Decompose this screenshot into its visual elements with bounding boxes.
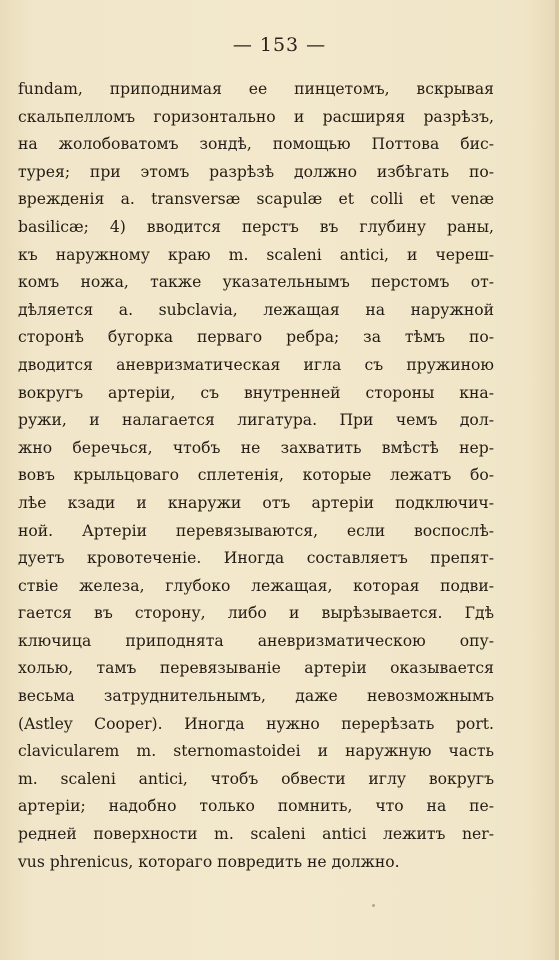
text-line: скальпелломъ горизонтально и расширяя разрѣзъ, (18, 107, 494, 126)
text-line: ключица приподнята аневризматическою опу- (18, 631, 494, 650)
text-line: гается въ сторону, либо и вырѣзывается. Гдѣ (18, 604, 494, 623)
text-line: на жолобоватомъ зондѣ, помощью Поттова бис- (18, 135, 494, 154)
text-line: ной. Артеріи перевязываются, если воспослѣ- (18, 521, 494, 540)
text-line: vus phrenicus, котораго повредить не должно. (18, 852, 400, 871)
text-line: ствіе железа, глубоко лежащая, которая подви- (18, 576, 494, 595)
text-line: (Astley Cooper). Иногда нужно перерѣзать port. (18, 714, 494, 733)
text-line: турея; при этомъ разрѣзѣ должно избѣгать по- (18, 162, 494, 181)
text-line: редней поверхности m. scaleni antici лежитъ ner- (18, 825, 494, 844)
text-line: basilicæ; 4) вводится перстъ въ глубину раны, (18, 217, 494, 236)
page-edge (555, 0, 559, 960)
text-line: врежденія a. transversæ scapulæ et colli et venæ (18, 190, 494, 209)
text-line: холью, тамъ перевязываніе артеріи оказывается (18, 659, 494, 678)
text-line: fundam, приподнимая ее пинцетомъ, вскрывая (18, 80, 494, 98)
text-line: лѣе кзади и кнаружи отъ артеріи подключич- (18, 493, 494, 512)
text-line: дѣляется a. subclavia, лежащая на наружной (18, 300, 494, 319)
text-line: артеріи; надобно только помнить, что на пе- (18, 797, 494, 816)
text-line: весьма затруднительнымъ, даже невозможнымъ (18, 687, 494, 706)
page-number: — 153 — (232, 34, 327, 56)
paper-speck (372, 904, 375, 907)
text-line: ружи, и налагается лигатура. При чемъ дол- (18, 411, 494, 430)
text-line: къ наружному краю m. scaleni antici, и череш- (18, 245, 494, 264)
text-line: m. scaleni antici, чтобъ обвести иглу вокругъ (18, 769, 494, 788)
text-line: вовъ крыльцоваго сплетенія, которые лежатъ бо- (18, 466, 494, 485)
body-text (18, 76, 494, 876)
text-line: дуетъ кровотеченіе. Иногда составляетъ препят- (18, 549, 494, 568)
text-line: сторонѣ бугорка перваго ребра; за тѣмъ по- (18, 328, 494, 347)
text-line: clavicularem m. sternomastoidei и наружную часть (18, 742, 494, 761)
text-line: вокругъ артеріи, съ внутренней стороны кна- (18, 383, 494, 402)
text-line: жно беречься, чтобъ не захватить вмѣстѣ нер- (18, 438, 494, 457)
text-line: комъ ножа, также указательнымъ перстомъ от- (18, 273, 494, 292)
text-line: дводится аневризматическая игла съ пружиною (18, 355, 494, 374)
